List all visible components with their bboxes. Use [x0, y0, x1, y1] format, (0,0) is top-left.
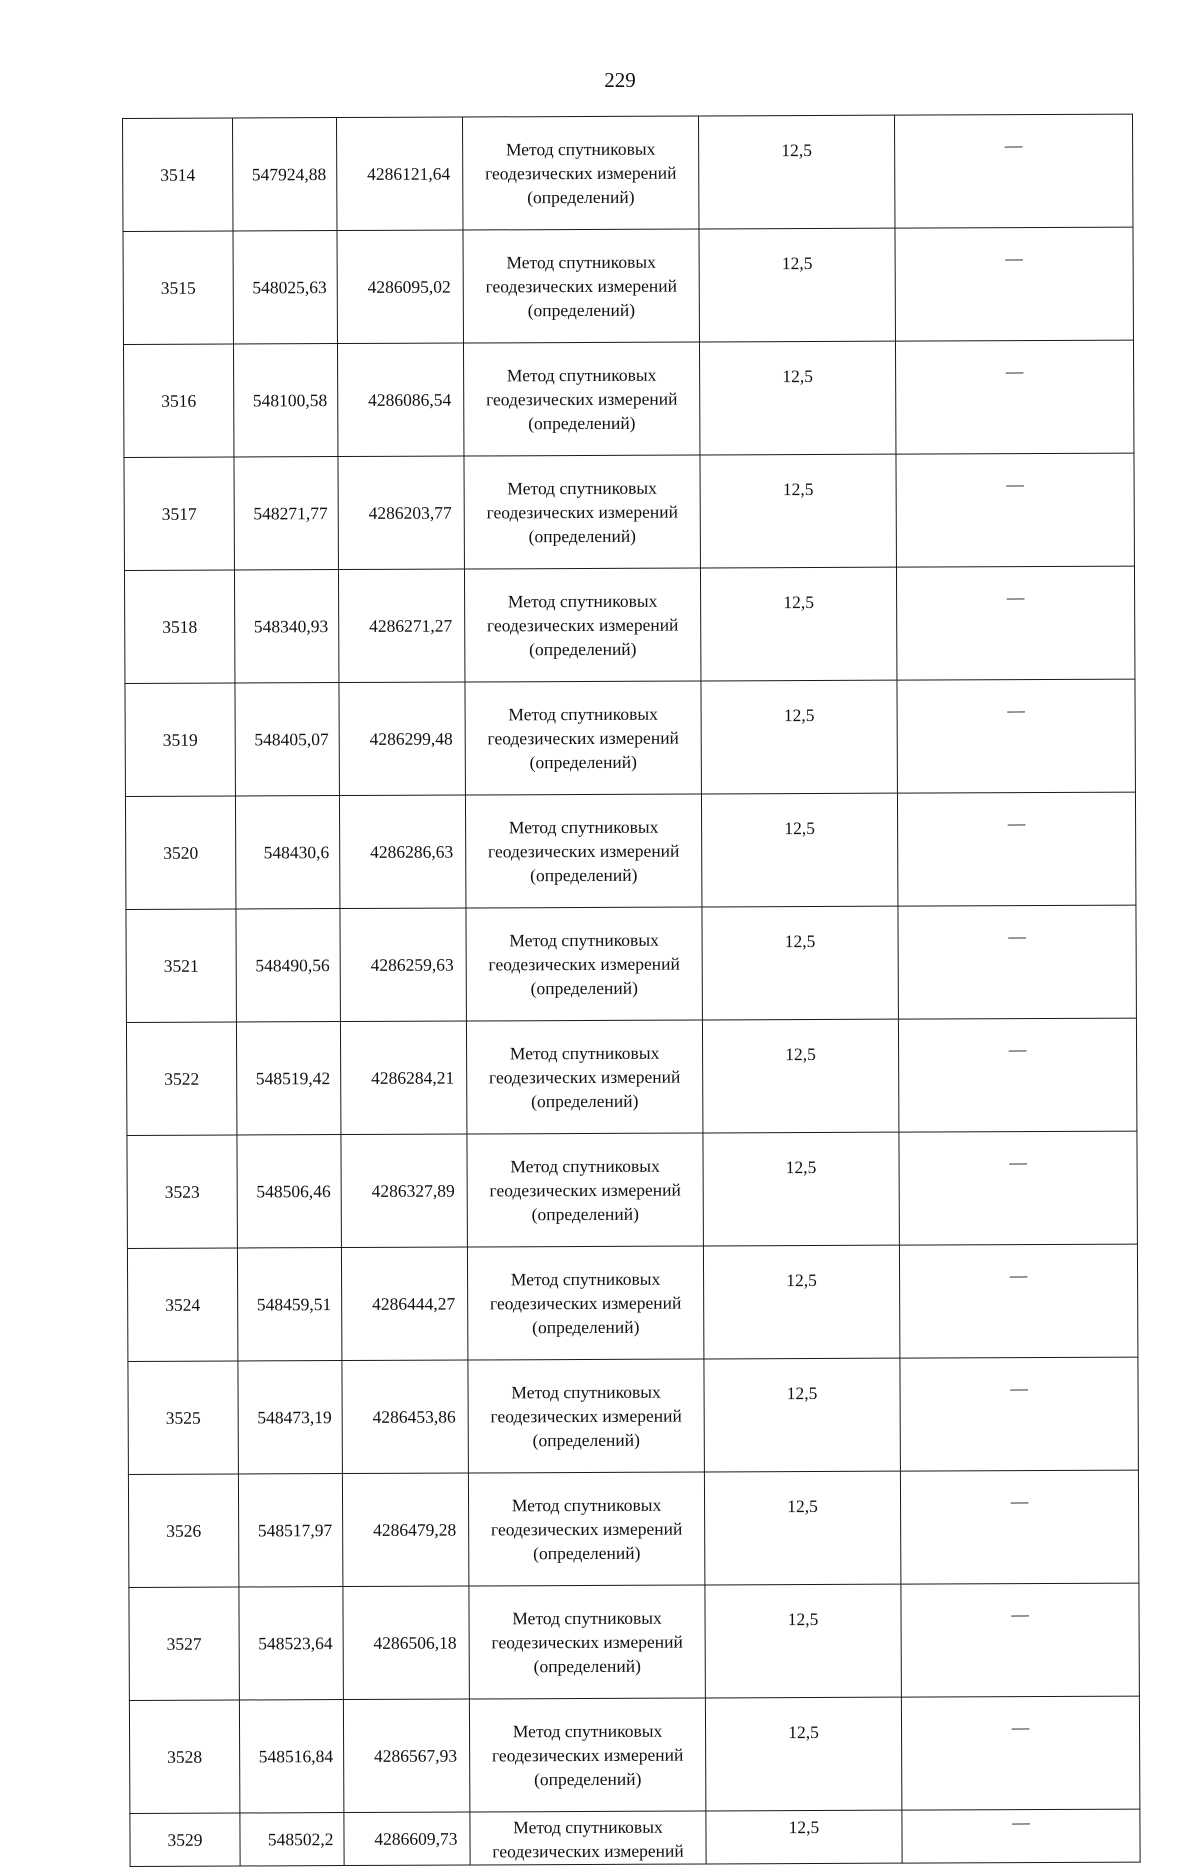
x-coordinate-cell: 548519,42 — [236, 1022, 340, 1135]
y-coordinate-cell: 4286095,02 — [337, 230, 463, 344]
method-line: Метод спутниковых — [508, 816, 659, 838]
method-line: Метод спутниковых — [506, 251, 656, 273]
table-row — [128, 1357, 1138, 1474]
accuracy-cell: 12,5 — [700, 454, 896, 568]
note-cell: — — [901, 1696, 1139, 1810]
method-line: Метод спутниковых — [512, 1720, 663, 1742]
method-line: (определений) — [528, 525, 637, 547]
method-cell — [470, 1811, 706, 1865]
note-cell: — — [900, 1357, 1138, 1471]
point-number-cell: 3527 — [129, 1587, 239, 1700]
method-line: Метод спутниковых — [513, 1816, 663, 1838]
method-line: Метод спутниковых — [510, 1155, 660, 1177]
method-cell — [464, 455, 700, 569]
y-coordinate-cell: 4286479,28 — [342, 1473, 468, 1587]
method-line: геодезических измерений — [489, 1179, 681, 1201]
method-line: геодезических измерений — [490, 1405, 682, 1427]
y-coordinate-cell: 4286121,64 — [337, 117, 463, 231]
x-coordinate-cell: 548100,58 — [233, 344, 337, 457]
method-cell — [463, 342, 699, 456]
y-coordinate-cell: 4286609,73 — [344, 1812, 470, 1866]
accuracy-cell: 12,5 — [703, 1132, 899, 1246]
point-number-cell: 3522 — [126, 1022, 236, 1135]
table-row — [126, 1018, 1136, 1135]
method-line: геодезических измерений — [486, 501, 678, 523]
x-coordinate-cell: 548502,2 — [240, 1813, 344, 1866]
y-coordinate-cell: 4286506,18 — [343, 1586, 469, 1700]
method-line: (определений) — [532, 1316, 640, 1338]
note-cell: — — [898, 1018, 1136, 1132]
method-cell — [468, 1472, 704, 1586]
method-cell — [463, 229, 699, 343]
table-row — [125, 792, 1135, 909]
y-coordinate-cell: 4286284,21 — [340, 1021, 466, 1135]
x-coordinate-cell: 548271,77 — [234, 457, 338, 570]
method-line: геодезических измерений — [492, 1840, 684, 1862]
method-cell — [465, 794, 701, 908]
note-cell: — — [899, 1131, 1137, 1245]
method-line: (определений) — [531, 1090, 639, 1112]
point-number-cell: 3524 — [127, 1248, 237, 1361]
method-cell — [465, 681, 701, 795]
point-number-cell: 3523 — [127, 1135, 237, 1248]
table-row — [124, 453, 1134, 570]
accuracy-cell: 12,5 — [701, 793, 897, 907]
method-cell — [464, 568, 700, 682]
method-line: геодезических измерений — [488, 953, 680, 975]
method-line: Метод спутниковых — [507, 477, 657, 499]
method-line: Метод спутниковых — [506, 364, 657, 386]
y-coordinate-cell: 4286086,54 — [337, 343, 463, 457]
y-coordinate-cell: 4286327,89 — [341, 1134, 467, 1248]
accuracy-cell: 12,5 — [702, 1019, 898, 1133]
point-number-cell: 3529 — [130, 1813, 240, 1866]
method-line: (определений) — [533, 1655, 641, 1677]
point-number-cell: 3515 — [123, 231, 233, 344]
x-coordinate-cell: 548490,56 — [236, 909, 340, 1022]
method-cell — [462, 116, 698, 230]
accuracy-cell: 12,5 — [699, 228, 895, 342]
method-line: (определений) — [527, 186, 635, 208]
accuracy-cell: 12,5 — [702, 906, 898, 1020]
note-cell: — — [900, 1470, 1138, 1584]
accuracy-cell: 12,5 — [701, 680, 897, 794]
note-cell: — — [895, 340, 1133, 454]
x-coordinate-cell: 548025,63 — [233, 231, 337, 344]
method-line: (определений) — [532, 1429, 640, 1451]
method-line: геодезических измерений — [486, 614, 679, 636]
table-row — [123, 227, 1133, 344]
table-row — [129, 1696, 1139, 1813]
method-line: (определений) — [534, 1768, 642, 1790]
method-cell — [467, 1133, 703, 1247]
method-line: (определений) — [529, 751, 638, 773]
x-coordinate-cell: 548459,51 — [237, 1248, 341, 1361]
note-cell: — — [902, 1809, 1140, 1863]
point-number-cell: 3528 — [129, 1700, 239, 1813]
note-cell: — — [895, 227, 1133, 341]
y-coordinate-cell: 4286444,27 — [341, 1247, 467, 1361]
accuracy-cell: 12,5 — [705, 1584, 901, 1698]
point-number-cell: 3516 — [123, 344, 233, 457]
table-row — [123, 340, 1133, 457]
table-row — [128, 1470, 1138, 1587]
x-coordinate-cell: 548517,97 — [238, 1474, 342, 1587]
note-cell: — — [894, 114, 1132, 228]
method-cell — [469, 1585, 705, 1699]
accuracy-cell: 12,5 — [705, 1697, 901, 1811]
method-line: Метод спутниковых — [509, 1042, 660, 1064]
method-line: Метод спутниковых — [510, 1268, 661, 1290]
method-line: Метод спутниковых — [505, 138, 656, 160]
table-row — [124, 566, 1134, 683]
note-cell: — — [897, 679, 1135, 793]
method-line: геодезических измерений — [491, 1631, 683, 1653]
table-row — [125, 679, 1135, 796]
method-line: геодезических измерений — [486, 388, 678, 410]
point-number-cell: 3517 — [124, 457, 234, 570]
point-number-cell: 3521 — [126, 909, 236, 1022]
method-cell — [469, 1698, 705, 1812]
x-coordinate-cell: 548405,07 — [235, 683, 339, 796]
method-line: (определений) — [529, 638, 637, 660]
method-line: геодезических измерений — [488, 1066, 681, 1088]
y-coordinate-cell: 4286299,48 — [339, 682, 465, 796]
method-line: геодезических измерений — [491, 1744, 684, 1766]
accuracy-cell: 12,5 — [699, 341, 895, 455]
method-cell — [466, 1020, 702, 1134]
method-line: Метод спутниковых — [511, 1381, 661, 1403]
x-coordinate-cell: 548340,93 — [234, 570, 338, 683]
y-coordinate-cell: 4286203,77 — [338, 456, 464, 570]
note-cell: — — [898, 905, 1136, 1019]
method-line: геодезических измерений — [487, 727, 679, 749]
method-line: геодезических измерений — [490, 1518, 683, 1540]
method-cell — [468, 1359, 704, 1473]
note-cell: — — [896, 453, 1134, 567]
accuracy-cell: 12,5 — [698, 115, 894, 229]
x-coordinate-cell: 548516,84 — [239, 1700, 343, 1813]
x-coordinate-cell: 548523,64 — [239, 1587, 343, 1700]
method-line: (определений) — [530, 977, 638, 999]
method-line: (определений) — [528, 412, 636, 434]
table-row — [127, 1131, 1137, 1248]
method-line: Метод спутниковых — [508, 703, 658, 725]
note-cell: — — [901, 1583, 1139, 1697]
method-line: Метод спутниковых — [512, 1607, 662, 1629]
y-coordinate-cell: 4286453,86 — [342, 1360, 468, 1474]
table-row — [130, 1809, 1140, 1866]
point-number-cell: 3518 — [124, 570, 234, 683]
coordinates-table — [122, 114, 1141, 1867]
table-row — [127, 1244, 1137, 1361]
accuracy-cell: 12,5 — [704, 1358, 900, 1472]
page-number: 229 — [604, 68, 636, 92]
point-number-cell: 3526 — [128, 1474, 238, 1587]
note-cell: — — [896, 566, 1134, 680]
y-coordinate-cell: 4286286,63 — [339, 795, 465, 909]
table-row — [126, 905, 1136, 1022]
point-number-cell: 3519 — [125, 683, 235, 796]
method-line: (определений) — [531, 1203, 639, 1225]
method-line: геодезических измерений — [485, 162, 677, 184]
x-coordinate-cell: 548506,46 — [237, 1135, 341, 1248]
point-number-cell: 3525 — [128, 1361, 238, 1474]
method-cell — [467, 1246, 703, 1360]
x-coordinate-cell: 548473,19 — [238, 1361, 342, 1474]
note-cell: — — [899, 1244, 1137, 1358]
table-row — [123, 114, 1133, 231]
method-line: геодезических измерений — [487, 840, 680, 862]
method-line: геодезических измерений — [485, 275, 677, 297]
accuracy-cell: 12,5 — [704, 1471, 900, 1585]
note-cell: — — [897, 792, 1135, 906]
y-coordinate-cell: 4286567,93 — [343, 1699, 469, 1813]
accuracy-cell: 12,5 — [703, 1245, 899, 1359]
table-row — [129, 1583, 1139, 1700]
method-line: Метод спутниковых — [511, 1494, 662, 1516]
method-line: Метод спутниковых — [507, 590, 658, 612]
y-coordinate-cell: 4286271,27 — [338, 569, 464, 683]
accuracy-cell: 12,5 — [700, 567, 896, 681]
x-coordinate-cell: 547924,88 — [233, 118, 337, 231]
method-line: (определений) — [527, 299, 636, 321]
y-coordinate-cell: 4286259,63 — [340, 908, 466, 1022]
method-line: геодезических измерений — [489, 1292, 682, 1314]
method-line: (определений) — [533, 1542, 641, 1564]
accuracy-cell: 12,5 — [706, 1810, 902, 1864]
x-coordinate-cell: 548430,6 — [235, 796, 339, 909]
coordinates-table-body — [123, 114, 1141, 1866]
method-line: (определений) — [530, 864, 638, 886]
method-cell — [466, 907, 702, 1021]
point-number-cell: 3514 — [123, 118, 233, 231]
method-line: Метод спутниковых — [509, 929, 659, 951]
point-number-cell: 3520 — [125, 796, 235, 909]
